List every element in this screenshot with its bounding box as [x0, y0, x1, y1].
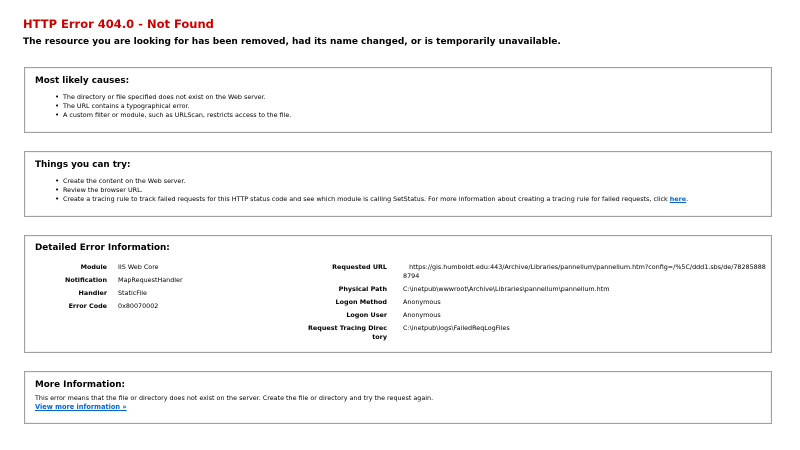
list-item: • Review the browser URL.	[55, 186, 688, 195]
detailed-error-heading: Detailed Error Information:	[35, 243, 170, 253]
list-item: • Create the content on the Web server.	[55, 177, 688, 186]
likely-causes-list	[55, 93, 291, 120]
logon-method-value: Anonymous	[403, 298, 441, 306]
likely-causes-panel	[24, 67, 772, 133]
here-link[interactable]: here	[669, 195, 687, 203]
logon-user-value: Anonymous	[403, 311, 441, 319]
more-information-heading: More Information:	[35, 380, 126, 390]
tracing-directory-label: Request Tracing Directory	[307, 324, 387, 341]
list-item-tracing-rule	[55, 195, 688, 204]
physical-path-value: C:\inetpub\wwwroot\Archive\Libraries\pannellum\pannellum.htm	[403, 285, 610, 293]
likely-causes-heading: Most likely causes:	[35, 76, 130, 86]
list-item: • The URL contains a typographical error.	[55, 102, 291, 111]
things-to-try-list	[55, 177, 688, 204]
tracing-rule-text: Create a tracing rule to track failed requests for this HTTP status code and see which module is calling SetStatus. For more information about creating a tracing rule for failed requests, click	[63, 195, 670, 203]
requested-url-label: Requested URL	[332, 263, 387, 271]
logon-user-label: Logon User	[346, 311, 387, 319]
physical-path-label: Physical Path	[338, 285, 387, 293]
tracing-directory-value: C:\inetpub\logs\FailedReqLogFiles	[403, 324, 510, 332]
module-value: IIS Web Core	[118, 263, 159, 271]
detailed-error-panel	[24, 235, 772, 353]
error-title: HTTP Error 404.0 - Not Found	[23, 17, 214, 31]
requested-url-value: https://gis.humboldt.edu:443/Archive/Libraries/pannellum/pannellum.htm?config=/%5C/ddd1.sbs/de/782858888794	[403, 263, 766, 280]
things-to-try-panel	[24, 151, 772, 217]
error-subtitle: The resource you are looking for has been removed, had its name changed, or is temporarily unavailable.	[23, 37, 561, 47]
things-to-try-heading: Things you can try:	[35, 160, 131, 170]
handler-label: Handler	[78, 289, 107, 297]
list-item: • The directory or file specified does not exist on the Web server.	[55, 93, 291, 102]
more-information-text: This error means that the file or directory does not exist on the server. Create the file or directory and try the request again.	[35, 394, 434, 402]
error-code-value: 0x80070002	[118, 302, 159, 310]
error-code-label: Error Code	[68, 302, 107, 310]
module-label: Module	[80, 263, 107, 271]
list-item: • A custom filter or module, such as URLScan, restricts access to the file.	[55, 111, 291, 120]
more-information-panel	[24, 371, 772, 424]
handler-value: StaticFile	[118, 289, 147, 297]
notification-label: Notification	[64, 276, 107, 284]
view-more-information-link[interactable]: View more information »	[35, 403, 127, 411]
logon-method-label: Logon Method	[335, 298, 387, 306]
notification-value: MapRequestHandler	[118, 276, 183, 284]
tracing-rule-end: .	[686, 195, 689, 203]
